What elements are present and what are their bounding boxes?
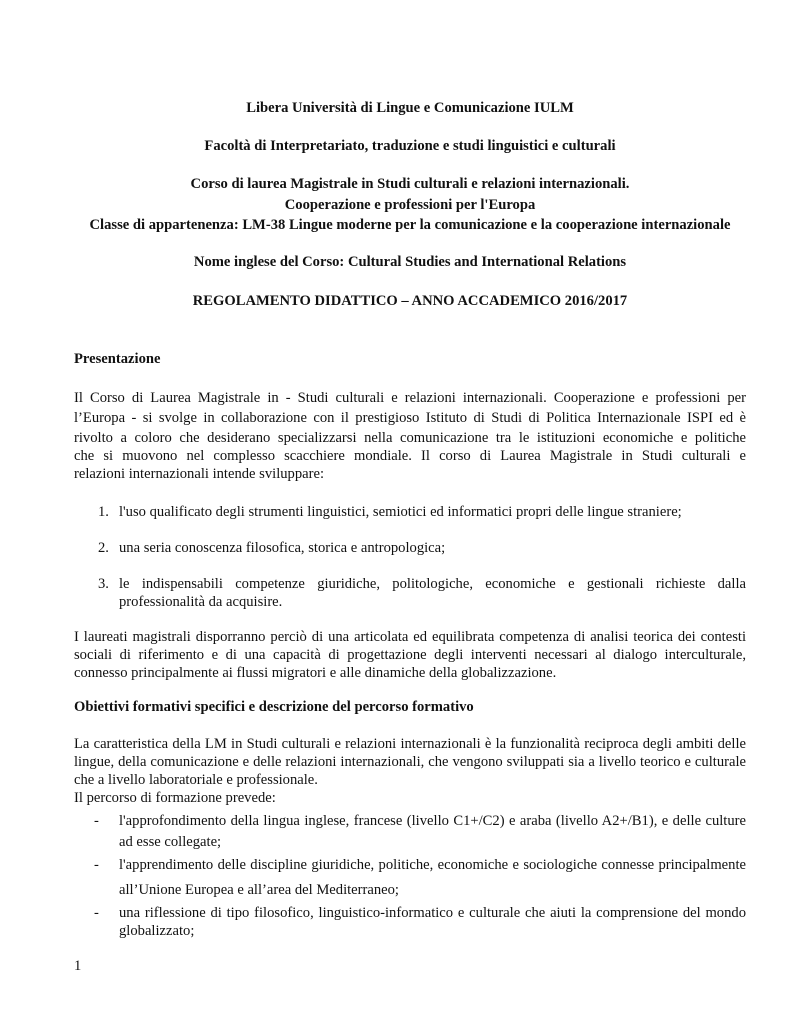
faculty-title: Facoltà di Interpretariato, traduzione e studi linguistici e culturali: [204, 138, 616, 154]
obiettivi-heading: Obiettivi formativi specifici e descrizione del percorso formativo: [74, 699, 474, 715]
obiettivi-paragraph: La caratteristica della LM in Studi culturali e relazioni internazionali è la funzionalità reciproca degli ambiti delle lingue, della comunicazione e delle relazioni internazionali, che vengono sviluppati sia a livello teorico e culturale che a livello laboratoriale e professionale.: [74, 736, 746, 788]
university-title: Libera Università di Lingue e Comunicazione IULM: [246, 100, 574, 116]
intro-line: relazioni internazionali intende sviluppare:: [74, 466, 325, 482]
course-subtitle: Cooperazione e professioni per l'Europa: [284, 197, 536, 213]
list-text: l'uso qualificato degli strumenti linguistici, semiotici ed informatici propri delle lingue straniere;: [119, 504, 682, 520]
list-text: le indispensabili competenze giuridiche, politologiche, economiche e gestionali richieste dalla professionalità da acquisire.: [119, 576, 746, 610]
presentazione-heading: Presentazione: [74, 351, 161, 367]
page-number: 1: [74, 958, 82, 974]
class-title: Classe di appartenenza: LM-38 Lingue moderne per la comunicazione e la cooperazione internazionale: [89, 217, 731, 233]
intro-line: rivolto a coloro che desiderano specializzarsi nella comunicazione tra le istituzioni economiche e politiche: [74, 430, 746, 446]
presentazione-closing: I laureati magistrali disporranno perciò di una articolata ed equilibrata competenza di analisi teorica dei contesti sociali di riferimento e di una capacità di progettazione degli interventi necessari al dialogo interculturale, connesso principalmente ai flussi migratori e alle dinamiche della globalizzazione.: [74, 629, 746, 681]
intro-line: Il Corso di Laurea Magistrale in - Studi culturali e relazioni internazionali. Cooperazione e professioni per: [74, 390, 746, 406]
list-number: 2.: [98, 540, 109, 556]
list-number: 3.: [98, 576, 109, 592]
regolamento-title: REGOLAMENTO DIDATTICO – ANNO ACCADEMICO 2016/2017: [192, 293, 628, 309]
dash-text: l'apprendimento delle discipline giuridiche, politiche, economiche e sociologiche connesse principalmente all’Unione Europea e all’area del Mediterraneo;: [119, 857, 746, 898]
dash-text: l'approfondimento della lingua inglese, francese (livello C1+/C2) e araba (livello A2+/B1), e delle culture ad esse collegate;: [119, 813, 746, 850]
english-name-title: Nome inglese del Corso: Cultural Studies and International Relations: [193, 254, 627, 270]
presentazione-intro: [74, 388, 746, 484]
intro-line: l’Europa - si svolge in collaborazione con il prestigioso Istituto di Studi di Politica Internazionale ISPI ed è: [74, 410, 746, 426]
list-text: una seria conoscenza filosofica, storica e antropologica;: [119, 540, 446, 556]
dash-bullet: -: [94, 813, 99, 829]
dash-bullet: -: [94, 905, 99, 921]
dash-bullet: -: [94, 857, 99, 873]
course-title: Corso di laurea Magistrale in Studi culturali e relazioni internazionali.: [190, 176, 630, 192]
list-number: 1.: [98, 504, 109, 520]
intro-line: che si muovono nel complesso scacchiere mondiale. Il corso di Laurea Magistrale in Studi culturali e: [74, 448, 746, 464]
dash-text: una riflessione di tipo filosofico, linguistico-informatico e culturale che aiuti la comprensione del mondo globalizzato;: [119, 905, 746, 939]
percorso-intro: Il percorso di formazione prevede:: [74, 790, 276, 806]
